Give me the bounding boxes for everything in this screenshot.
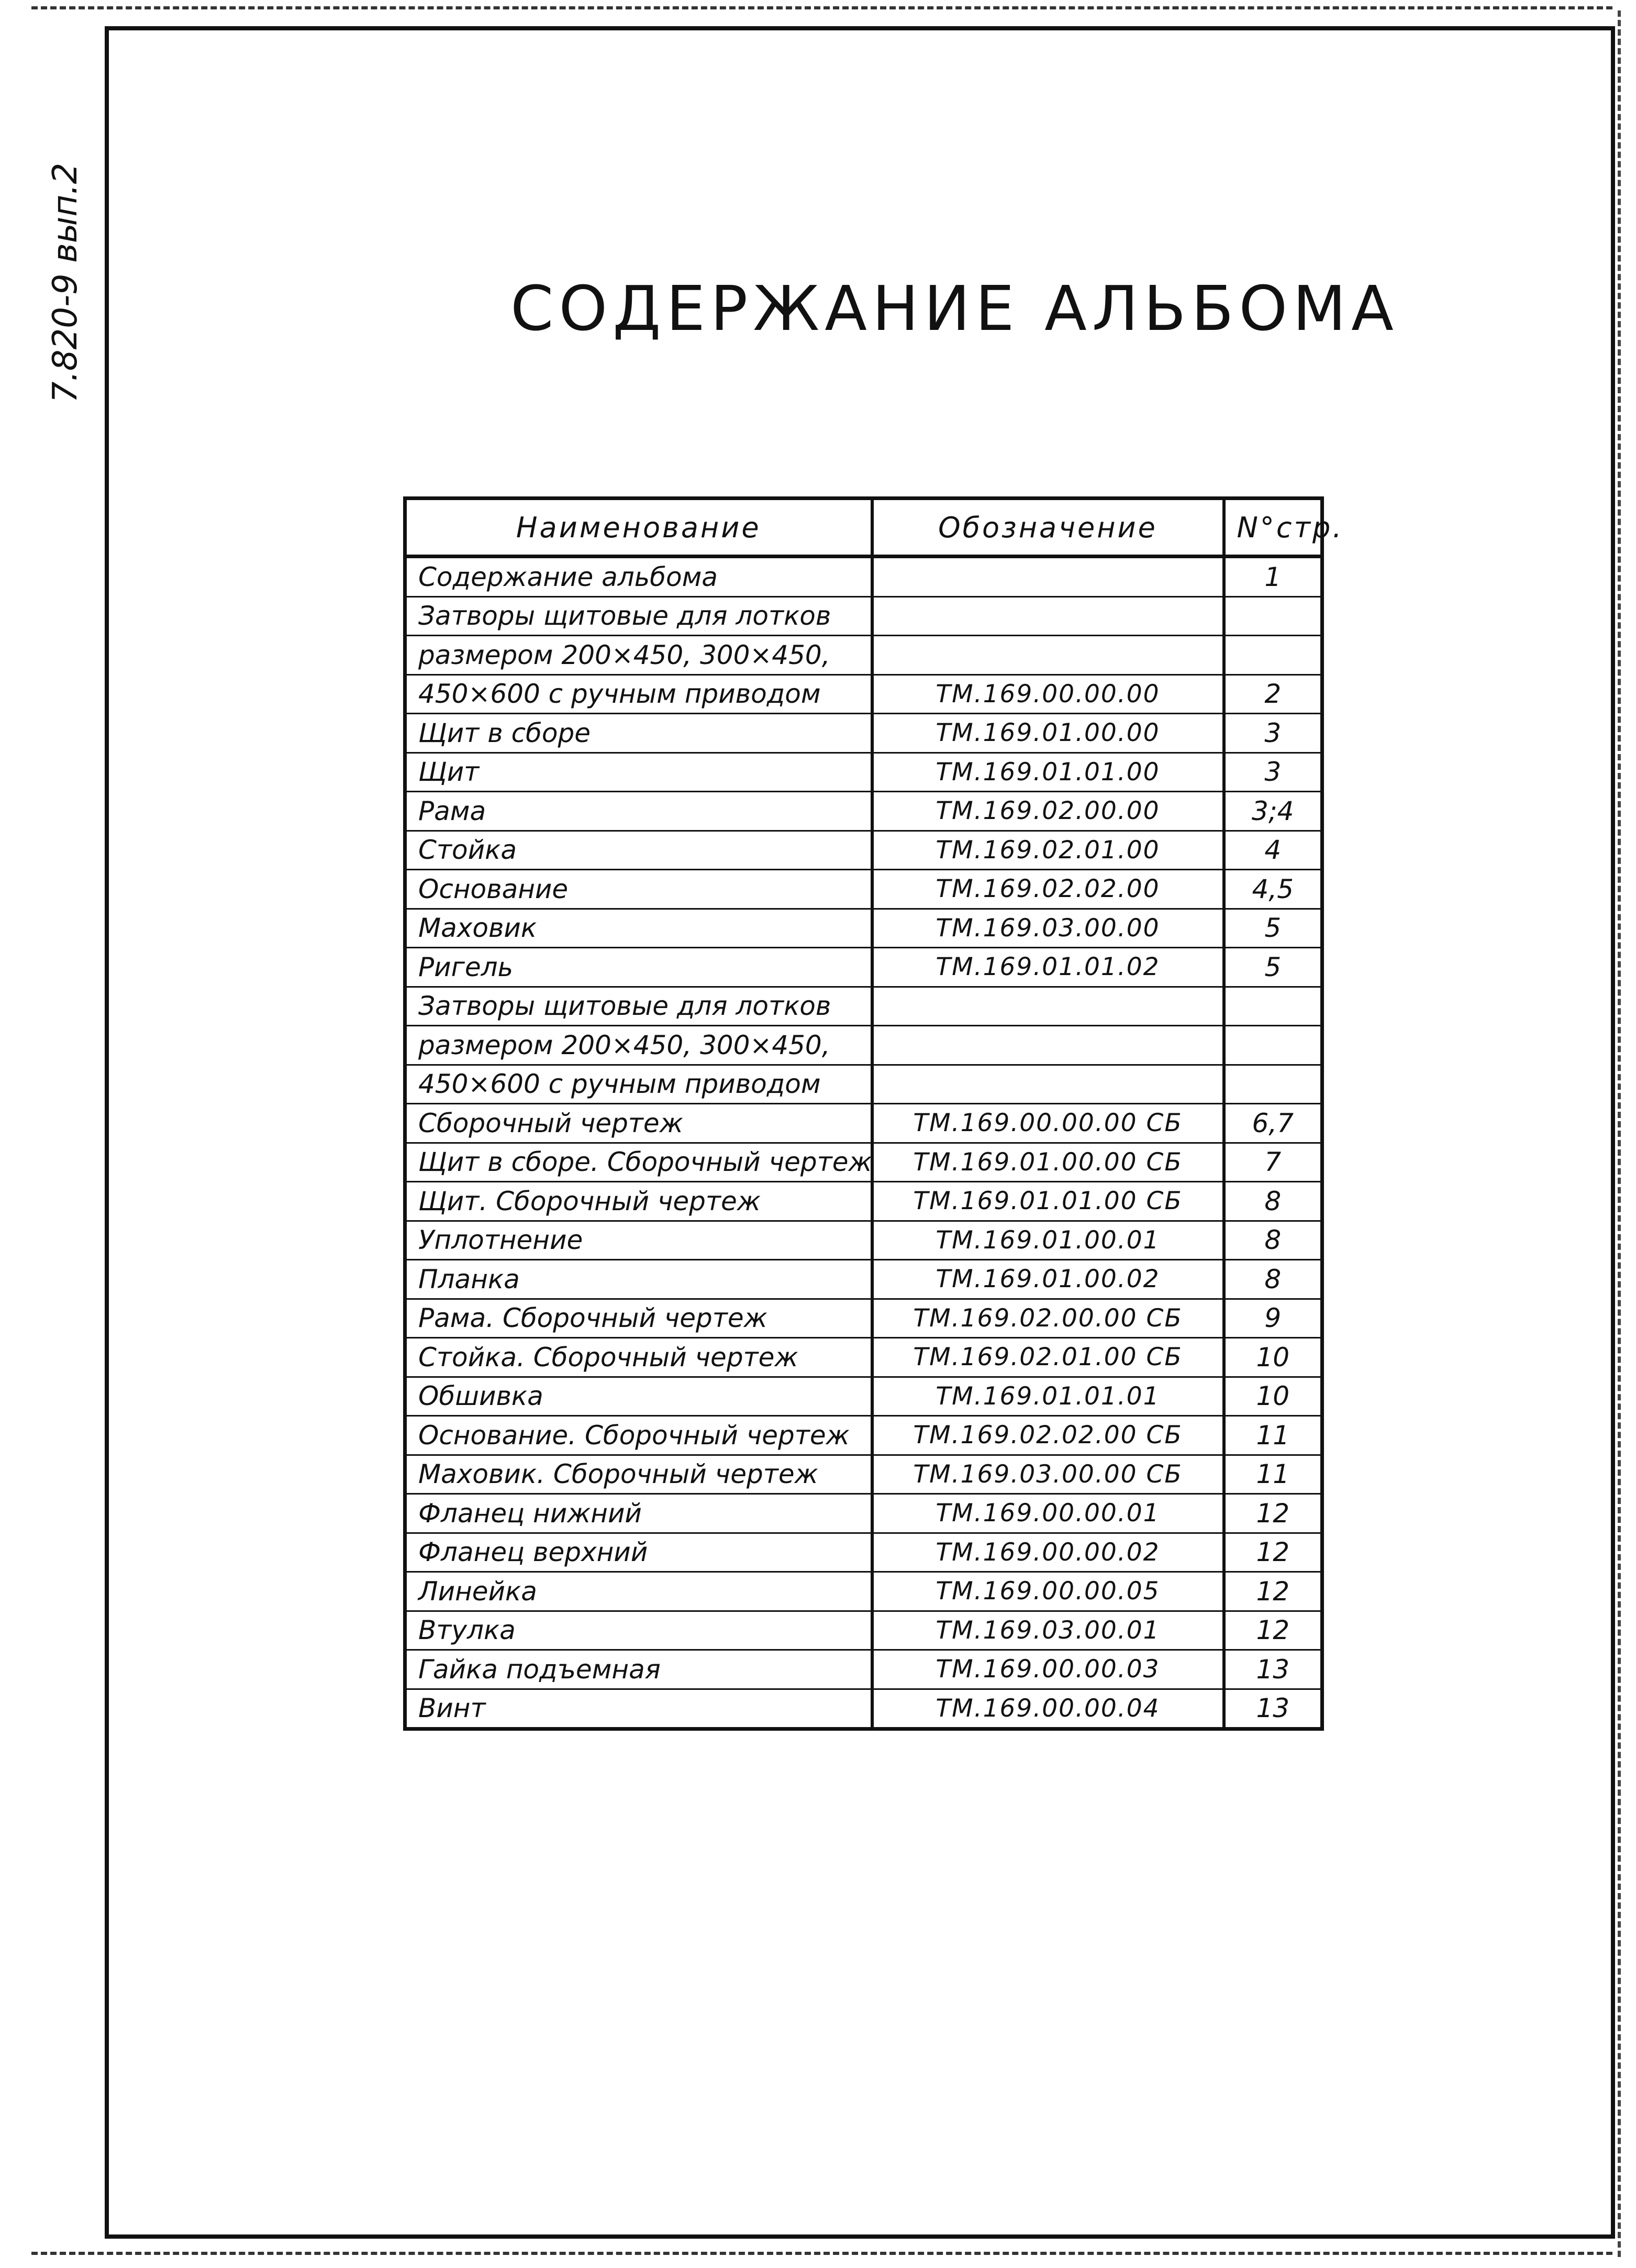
cell-page: 3;4 <box>1224 792 1322 831</box>
table-row <box>405 1026 1322 1065</box>
cell-name: Основание. Сборочный чертеж <box>405 1416 872 1455</box>
contents-table <box>403 496 1344 1731</box>
cell-name: Стойка <box>405 831 872 870</box>
sheet-edge-top <box>31 6 1612 9</box>
table-row <box>405 1260 1322 1299</box>
cell-name: Ригель <box>405 948 872 987</box>
table-body <box>405 557 1322 1729</box>
table-row <box>405 1689 1322 1729</box>
cell-name: размером 200×450, 300×450, <box>405 636 872 675</box>
cell-name: размером 200×450, 300×450, <box>405 1026 872 1065</box>
table-row <box>405 1338 1322 1377</box>
cell-name: Затворы щитовые для лотков <box>405 596 872 636</box>
cell-name: Уплотнение <box>405 1221 872 1260</box>
table-row <box>405 1143 1322 1182</box>
table-row <box>405 831 1322 870</box>
cell-code: ТМ.169.01.01.01 <box>872 1377 1224 1416</box>
cell-page: 7 <box>1224 1143 1322 1182</box>
table-row <box>405 1533 1322 1572</box>
cell-code: ТМ.169.00.00.05 <box>872 1572 1224 1611</box>
table-row <box>405 636 1322 675</box>
side-document-code: 7.820-9 вып.2 <box>46 162 85 403</box>
header-code: Обозначение <box>872 499 1224 557</box>
cell-name: Щит в сборе. Сборочный чертеж <box>405 1143 872 1182</box>
cell-code <box>872 636 1224 675</box>
cell-code <box>872 1026 1224 1065</box>
cell-code: ТМ.169.01.01.02 <box>872 948 1224 987</box>
cell-name: Рама <box>405 792 872 831</box>
page-title: СОДЕРЖАНИЕ АЛЬБОМА <box>510 272 1399 345</box>
cell-page: 12 <box>1224 1611 1322 1650</box>
sheet-edge-right <box>1618 10 1621 2257</box>
table-row <box>405 1377 1322 1416</box>
cell-name: Втулка <box>405 1611 872 1650</box>
cell-name: Маховик. Сборочный чертеж <box>405 1455 872 1494</box>
cell-page: 11 <box>1224 1455 1322 1494</box>
table-row <box>405 557 1322 597</box>
table-row <box>405 674 1322 714</box>
cell-code: ТМ.169.00.00.03 <box>872 1650 1224 1689</box>
cell-page <box>1224 1026 1322 1065</box>
cell-name: Содержание альбома <box>405 557 872 597</box>
table-row <box>405 1065 1322 1104</box>
cell-code: ТМ.169.00.00.00 <box>872 674 1224 714</box>
cell-name: Щит в сборе <box>405 714 872 753</box>
cell-code: ТМ.169.02.02.00 <box>872 870 1224 909</box>
cell-code: ТМ.169.00.00.04 <box>872 1689 1224 1729</box>
cell-name: Фланец нижний <box>405 1494 872 1533</box>
cell-code: ТМ.169.02.01.00 СБ <box>872 1338 1224 1377</box>
cell-code: ТМ.169.03.00.01 <box>872 1611 1224 1650</box>
table-row <box>405 987 1322 1026</box>
table-row <box>405 596 1322 636</box>
cell-name: Затворы щитовые для лотков <box>405 987 872 1026</box>
cell-code: ТМ.169.01.01.00 <box>872 753 1224 792</box>
table-row <box>405 1611 1322 1650</box>
cell-code <box>872 1065 1224 1104</box>
table-row <box>405 792 1322 831</box>
cell-code: ТМ.169.03.00.00 <box>872 909 1224 948</box>
cell-page <box>1224 636 1322 675</box>
cell-page: 13 <box>1224 1650 1322 1689</box>
header-page: N°стр. <box>1224 499 1322 557</box>
cell-code: ТМ.169.02.00.00 <box>872 792 1224 831</box>
cell-code: ТМ.169.01.00.00 СБ <box>872 1143 1224 1182</box>
table-row <box>405 1572 1322 1611</box>
table-row <box>405 1455 1322 1494</box>
table-row <box>405 948 1322 987</box>
cell-page: 11 <box>1224 1416 1322 1455</box>
cell-code: ТМ.169.01.00.02 <box>872 1260 1224 1299</box>
table-header-row <box>405 499 1322 557</box>
cell-code: ТМ.169.02.00.00 СБ <box>872 1299 1224 1338</box>
cell-page: 3 <box>1224 714 1322 753</box>
cell-page: 8 <box>1224 1260 1322 1299</box>
table-row <box>405 1650 1322 1689</box>
cell-name: Щит <box>405 753 872 792</box>
cell-code: ТМ.169.01.00.00 <box>872 714 1224 753</box>
cell-name: Линейка <box>405 1572 872 1611</box>
cell-name: Рама. Сборочный чертеж <box>405 1299 872 1338</box>
cell-code: ТМ.169.02.02.00 СБ <box>872 1416 1224 1455</box>
cell-code <box>872 557 1224 597</box>
table-row <box>405 870 1322 909</box>
cell-page: 12 <box>1224 1494 1322 1533</box>
cell-code <box>872 596 1224 636</box>
cell-code: ТМ.169.01.01.00 СБ <box>872 1182 1224 1221</box>
cell-name: 450×600 с ручным приводом <box>405 674 872 714</box>
cell-page: 3 <box>1224 753 1322 792</box>
header-name: Наименование <box>405 499 872 557</box>
table-row <box>405 909 1322 948</box>
cell-page: 10 <box>1224 1377 1322 1416</box>
cell-code: ТМ.169.03.00.00 СБ <box>872 1455 1224 1494</box>
cell-name: Стойка. Сборочный чертеж <box>405 1338 872 1377</box>
cell-page: 9 <box>1224 1299 1322 1338</box>
cell-code <box>872 987 1224 1026</box>
cell-code: ТМ.169.00.00.02 <box>872 1533 1224 1572</box>
cell-name: Фланец верхний <box>405 1533 872 1572</box>
cell-page <box>1224 1065 1322 1104</box>
cell-page: 4 <box>1224 831 1322 870</box>
sheet-edge-bottom <box>31 2252 1612 2255</box>
table-row <box>405 1221 1322 1260</box>
cell-name: Сборочный чертеж <box>405 1104 872 1143</box>
table-row <box>405 1416 1322 1455</box>
cell-page: 13 <box>1224 1689 1322 1729</box>
cell-page: 4,5 <box>1224 870 1322 909</box>
table-row <box>405 1104 1322 1143</box>
cell-name: Планка <box>405 1260 872 1299</box>
cell-page: 1 <box>1224 557 1322 597</box>
cell-page: 5 <box>1224 909 1322 948</box>
cell-page: 10 <box>1224 1338 1322 1377</box>
cell-page: 12 <box>1224 1572 1322 1611</box>
cell-name: Маховик <box>405 909 872 948</box>
table-row <box>405 753 1322 792</box>
table-row <box>405 1182 1322 1221</box>
cell-code: ТМ.169.01.00.01 <box>872 1221 1224 1260</box>
cell-name: Основание <box>405 870 872 909</box>
cell-name: Обшивка <box>405 1377 872 1416</box>
cell-page <box>1224 596 1322 636</box>
cell-page: 2 <box>1224 674 1322 714</box>
table-row <box>405 1299 1322 1338</box>
cell-name: Щит. Сборочный чертеж <box>405 1182 872 1221</box>
table-row <box>405 1494 1322 1533</box>
cell-name: 450×600 с ручным приводом <box>405 1065 872 1104</box>
cell-name: Гайка подъемная <box>405 1650 872 1689</box>
cell-page <box>1224 987 1322 1026</box>
cell-page: 8 <box>1224 1221 1322 1260</box>
cell-page: 12 <box>1224 1533 1322 1572</box>
cell-page: 6,7 <box>1224 1104 1322 1143</box>
table-row <box>405 714 1322 753</box>
cell-code: ТМ.169.00.00.00 СБ <box>872 1104 1224 1143</box>
cell-code: ТМ.169.02.01.00 <box>872 831 1224 870</box>
cell-page: 8 <box>1224 1182 1322 1221</box>
cell-code: ТМ.169.00.00.01 <box>872 1494 1224 1533</box>
cell-page: 5 <box>1224 948 1322 987</box>
cell-name: Винт <box>405 1689 872 1729</box>
